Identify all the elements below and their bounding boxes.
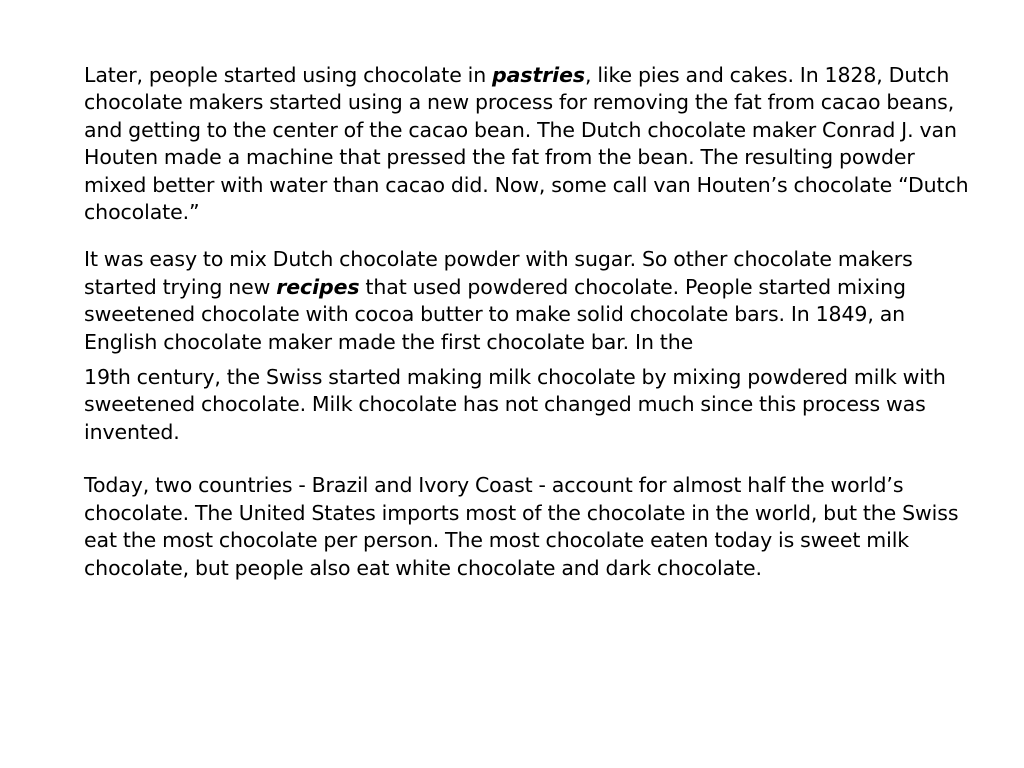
paragraph-text: Later, people started using chocolate in [84, 63, 493, 87]
paragraph-pastries [84, 62, 970, 226]
paragraph-recipes [84, 246, 970, 356]
paragraph-today: Today, two countries - Brazil and Ivory Coast - account for almost half the world’s chocolate. The United States imports most of the chocolate in the world, but the Swiss eat the most chocolate per person. The most chocolate eaten today is sweet milk chocolate, but people also eat white chocolate and dark chocolate. [84, 473, 959, 580]
keyword-recipes: recipes [276, 274, 360, 299]
paragraph-milk-chocolate: 19th century, the Swiss started making milk chocolate by mixing powdered milk with sweetened chocolate. Milk chocolate has not changed much since this process was invented. [84, 365, 946, 444]
keyword-pastries: pastries [492, 63, 585, 87]
paragraph-text: , like pies and cakes. In 1828, Dutch chocolate makers started using a new process for removing the fat from cacao beans, and getting to the center of the cacao bean. The Dutch chocolate maker Conrad J. van Houten made a machine that pressed the fat from the bean. The resulting powder mixed better with water than cacao did. Now, some call van Houten’s chocolate “Dutch chocolate.” [84, 63, 969, 225]
slide-body [84, 62, 970, 582]
paragraph-text: It was easy to mix Dutch chocolate powder with sugar. So other chocolate makers started trying new [84, 247, 913, 299]
paragraph-text: that used powdered chocolate. People started mixing sweetened chocolate with cocoa butter to make solid chocolate bars. In 1849, an English chocolate maker made the first chocolate bar. In the [84, 274, 906, 354]
